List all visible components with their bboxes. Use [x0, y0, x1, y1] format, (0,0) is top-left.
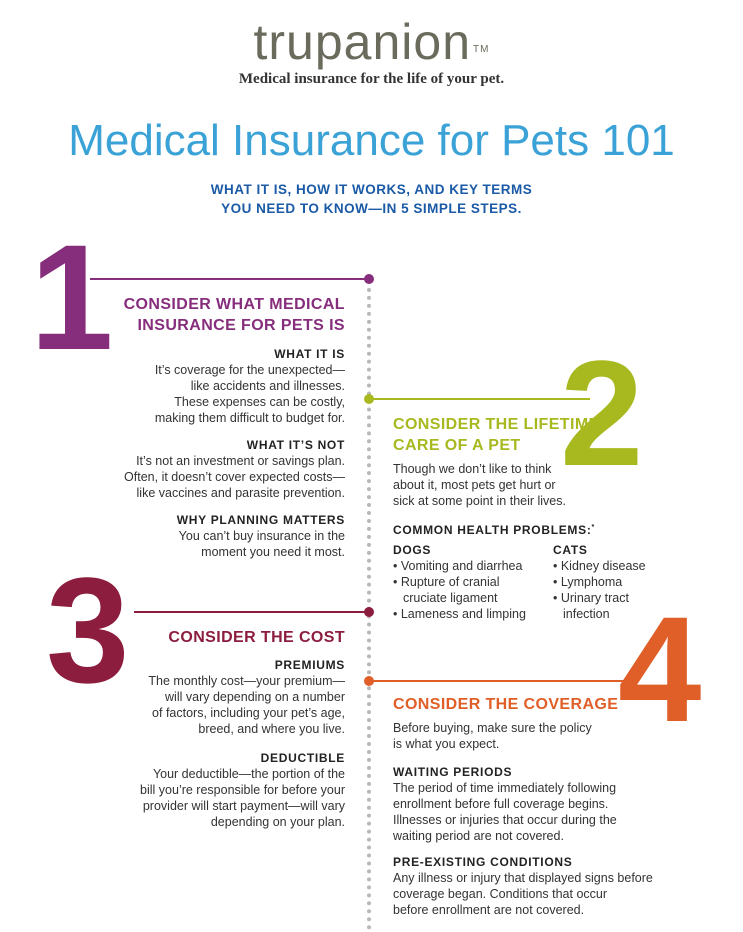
step2-body	[393, 461, 613, 509]
what-it-is-line: like accidents and illnesses.	[190, 379, 345, 393]
step2-title	[393, 414, 600, 456]
waiting-periods-heading: WAITING PERIODS	[393, 765, 513, 779]
trademark-mark: TM	[473, 44, 490, 55]
deductible-block	[100, 750, 345, 830]
why-planning-line: You can’t buy insurance in the	[178, 529, 345, 543]
timeline-vertical-line	[367, 280, 371, 930]
step2-connector	[370, 398, 590, 400]
step1-title-line: INSURANCE FOR PETS IS	[137, 317, 345, 334]
list-item: • Vomiting and diarrhea	[393, 559, 523, 573]
waiting-periods-line: Illnesses or injuries that occur during the	[393, 813, 617, 827]
what-it-is-line: making them difficult to budget for.	[154, 411, 345, 425]
pre-existing-block	[393, 854, 723, 918]
waiting-periods-block	[393, 764, 713, 844]
step2-title-line: CONSIDER THE LIFETIME	[393, 416, 600, 433]
cats-column	[553, 542, 646, 622]
dogs-list	[393, 558, 526, 622]
problems-heading-text: COMMON HEALTH PROBLEMS:	[393, 523, 592, 537]
pre-existing-line: before enrollment are not covered.	[393, 903, 585, 917]
premiums-block	[100, 657, 345, 737]
waiting-periods-line: enrollment before full coverage begins.	[393, 797, 609, 811]
what-it-is-heading: WHAT IT IS	[274, 347, 345, 361]
pre-existing-line: coverage began. Conditions that occur	[393, 887, 608, 901]
step1-title	[100, 294, 345, 336]
subtitle-line: WHAT IT IS, HOW IT WORKS, AND KEY TERMS	[210, 182, 533, 197]
step4-body	[393, 720, 693, 752]
step2-body-line: about it, most pets get hurt or	[393, 478, 556, 492]
why-planning-line: moment you need it most.	[201, 545, 345, 559]
deductible-line: depending on your plan.	[210, 815, 345, 829]
list-item-text: cruciate ligament	[403, 591, 498, 605]
step1-number: 1	[30, 213, 114, 381]
what-it-is-block	[100, 346, 345, 426]
premiums-line: The monthly cost—your premium—	[148, 674, 345, 688]
deductible-line: bill you’re responsible for before your	[140, 783, 345, 797]
deductible-line: Your deductible—the portion of the	[152, 767, 345, 781]
step3-dot	[364, 607, 374, 617]
subtitle-line: YOU NEED TO KNOW—IN 5 SIMPLE STEPS.	[221, 201, 522, 216]
list-item: • Lameness and limping	[393, 607, 526, 621]
list-item	[393, 590, 526, 606]
step4-body-line: Before buying, make sure the policy	[393, 721, 592, 735]
pre-existing-heading: PRE-EXISTING CONDITIONS	[393, 855, 573, 869]
what-its-not-block	[90, 437, 345, 501]
list-item: • Lymphoma	[553, 575, 623, 589]
step2-section	[393, 414, 600, 456]
what-its-not-line: Often, it doesn’t cover expected costs—	[124, 470, 345, 484]
step2-dot	[364, 394, 374, 404]
step1-dot	[364, 274, 374, 284]
step2-body-line: Though we don’t like to think	[393, 462, 552, 476]
step3-connector	[134, 611, 370, 613]
step3-number: 3	[46, 546, 130, 714]
waiting-periods-line: waiting period are not covered.	[393, 829, 564, 843]
step2-number: 2	[560, 329, 644, 497]
step4-body-line: is what you expect.	[393, 737, 500, 751]
dogs-column	[393, 542, 526, 622]
pre-existing-line: Any illness or injury that displayed signs before	[393, 871, 653, 885]
what-its-not-line: like vaccines and parasite prevention.	[136, 486, 345, 500]
list-item: • Kidney disease	[553, 559, 646, 573]
step1-title-line: CONSIDER WHAT MEDICAL	[123, 296, 345, 313]
deductible-heading: DEDUCTIBLE	[260, 751, 345, 765]
step4-connector	[370, 680, 625, 682]
step1-connector	[90, 278, 370, 280]
cats-heading: CATS	[553, 543, 588, 557]
step4-number: 4	[618, 585, 702, 753]
step1-section	[100, 294, 345, 336]
premiums-line: of factors, including your pet’s age,	[152, 706, 345, 720]
premiums-heading: PREMIUMS	[274, 658, 345, 672]
what-its-not-line: It’s not an investment or savings plan.	[136, 454, 345, 468]
list-item-text: infection	[563, 607, 610, 621]
tagline: Medical insurance for the life of your pet.	[238, 71, 505, 87]
why-planning-heading: WHY PLANNING MATTERS	[176, 513, 345, 527]
list-item: • Urinary tract	[553, 591, 629, 605]
what-it-is-line: These expenses can be costly,	[174, 395, 345, 409]
step4-dot	[364, 676, 374, 686]
logo-wordmark: trupanion	[253, 14, 472, 70]
deductible-line: provider will start payment—will vary	[142, 799, 345, 813]
premiums-line: will vary depending on a number	[165, 690, 345, 704]
problems-footnote-mark: *	[591, 524, 595, 531]
brand-logo	[0, 14, 743, 70]
cats-list	[553, 558, 646, 622]
step4-title: CONSIDER THE COVERAGE	[393, 696, 619, 713]
step3-title: CONSIDER THE COST	[168, 629, 345, 646]
what-it-is-line: It’s coverage for the unexpected—	[154, 363, 345, 377]
list-item: • Rupture of cranial	[393, 575, 500, 589]
what-its-not-heading: WHAT IT’S NOT	[246, 438, 345, 452]
common-health-problems-heading	[393, 520, 595, 538]
premiums-line: breed, and where you live.	[198, 722, 345, 736]
why-planning-block	[100, 512, 345, 560]
step2-title-line: CARE OF A PET	[393, 437, 521, 454]
step2-body-line: sick at some point in their lives.	[393, 494, 566, 508]
waiting-periods-line: The period of time immediately following	[393, 781, 617, 795]
list-item	[553, 606, 646, 622]
dogs-heading: DOGS	[393, 543, 432, 557]
page-title: Medical Insurance for Pets 101	[68, 116, 675, 165]
